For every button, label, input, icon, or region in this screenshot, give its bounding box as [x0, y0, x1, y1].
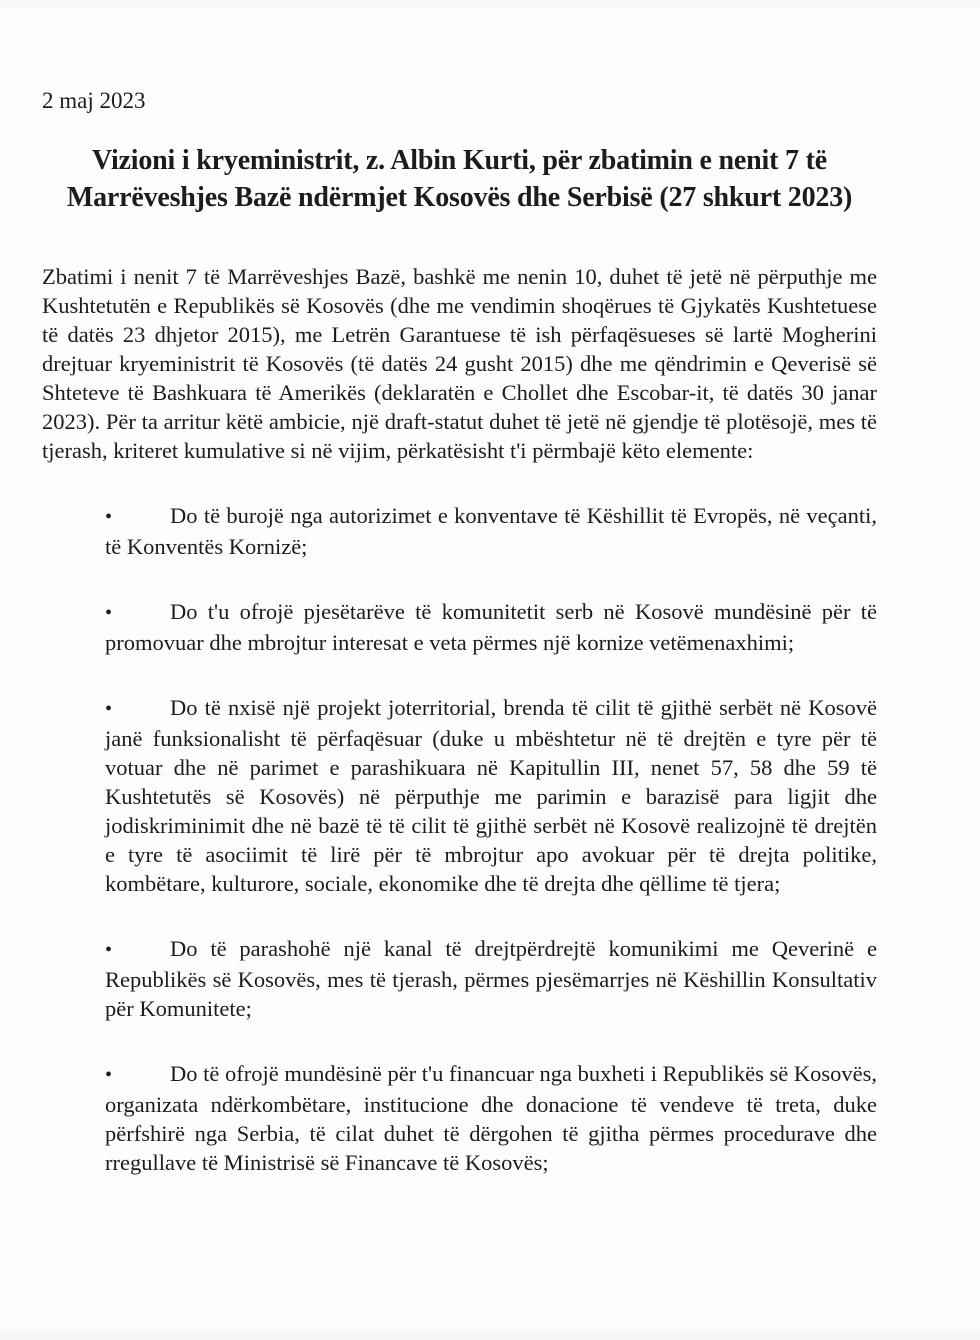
bullet-text: Do të parashohë një kanal të drejtpërdrejtë komunikimi me Qeverinë e Republikës së Kosovës, mes të tjerash, përmes pjesëmarrjes në Këshillin Konsultativ për Komunitete;: [105, 936, 877, 1021]
bullet-icon: •: [105, 1064, 113, 1086]
bullet-icon: •: [105, 602, 113, 624]
bullet-text: Do t'u ofrojë pjesëtarëve të komunitetit serb në Kosovë mundësinë për të promovuar dhe mbrojtur interesat e veta përmes një kornize vetëmenaxhimi;: [105, 599, 877, 655]
bullet-item: [105, 934, 877, 1023]
bullet-icon: •: [105, 698, 113, 720]
document-title-line-1: Vizioni i kryeministrit, z. Albin Kurti, për zbatimin e nenit 7 të: [92, 145, 827, 176]
bullet-text: Do të ofrojë mundësinë për t'u financuar nga buxheti i Republikës së Kosovës, organizata ndërkombëtare, institucione dhe donacione të vendeve të treta, duke përfshirë nga Serbia, të cilat duhet të dërgohen të gjitha përmes procedurave dhe rregullave të Ministrisë së Financave të Kosovës;: [105, 1061, 878, 1175]
bullet-item: [105, 597, 877, 657]
bullet-item: [105, 1059, 877, 1177]
bullet-text: Do të nxisë një projekt joterritorial, brenda të cilit të gjithë serbët në Kosovë janë funksionalisht të përfaqësuar (duke u mbështetur në të drejtën e tyre për të votuar dhe në parimet e parashikuara në Kapitullin III, nenet 57, 58 dhe 59 të Kushtetutës së Kosovës) në përputhje me parimin e barazisë para ligjit dhe jodiskriminimit dhe në bazë të të cilit të gjithë serbët në Kosovë realizojnë të drejtën e tyre të asociimit të lirë për të mbrojtur apo avokuar për të drejta politike, kombëtare, kulturore, sociale, ekonomike dhe të drejta dhe qëllime të tjera;: [105, 695, 877, 896]
bullet-text: Do të burojë nga autorizimet e konventave të Këshillit të Evropës, në veçanti, të Konventës Kornizë;: [105, 503, 877, 559]
document-date: 2 maj 2023: [42, 88, 146, 113]
document-title-line-2: Marrëveshjes Bazë ndërmjet Kosovës dhe Serbisë (27 shkurt 2023): [66, 182, 853, 213]
bullet-icon: •: [105, 506, 113, 528]
bullet-list: [105, 501, 877, 1177]
intro-paragraph: Zbatimi i nenit 7 të Marrëveshjes Bazë, bashkë me nenin 10, duhet të jetë në përputhje me Kushtetutën e Republikës së Kosovës (dhe me vendimin shoqërues të Gjykatës Kushtetuese të datës 23 dhjetor 2015), me Letrën Garantuese të ish përfaqësueses së lartë Mogherini drejtuar kryeministrit të Kosovës (të datës 24 gusht 2015) dhe me qëndrimin e Qeverisë së Shteteve të Bashkuara të Amerikës (deklaratën e Chollet dhe Escobar-it, të datës 30 janar 2023). Për ta arritur këtë ambicie, një draft-statut duhet të jetë në gjendje të plotësojë, mes të tjerash, kriteret kumulative si në vijim, përkatësisht t'i përmbajë këto elemente:: [42, 264, 877, 463]
bullet-item: [105, 501, 877, 561]
document-title: [42, 142, 877, 216]
bullet-item: [105, 693, 877, 898]
bullet-icon: •: [105, 939, 113, 961]
